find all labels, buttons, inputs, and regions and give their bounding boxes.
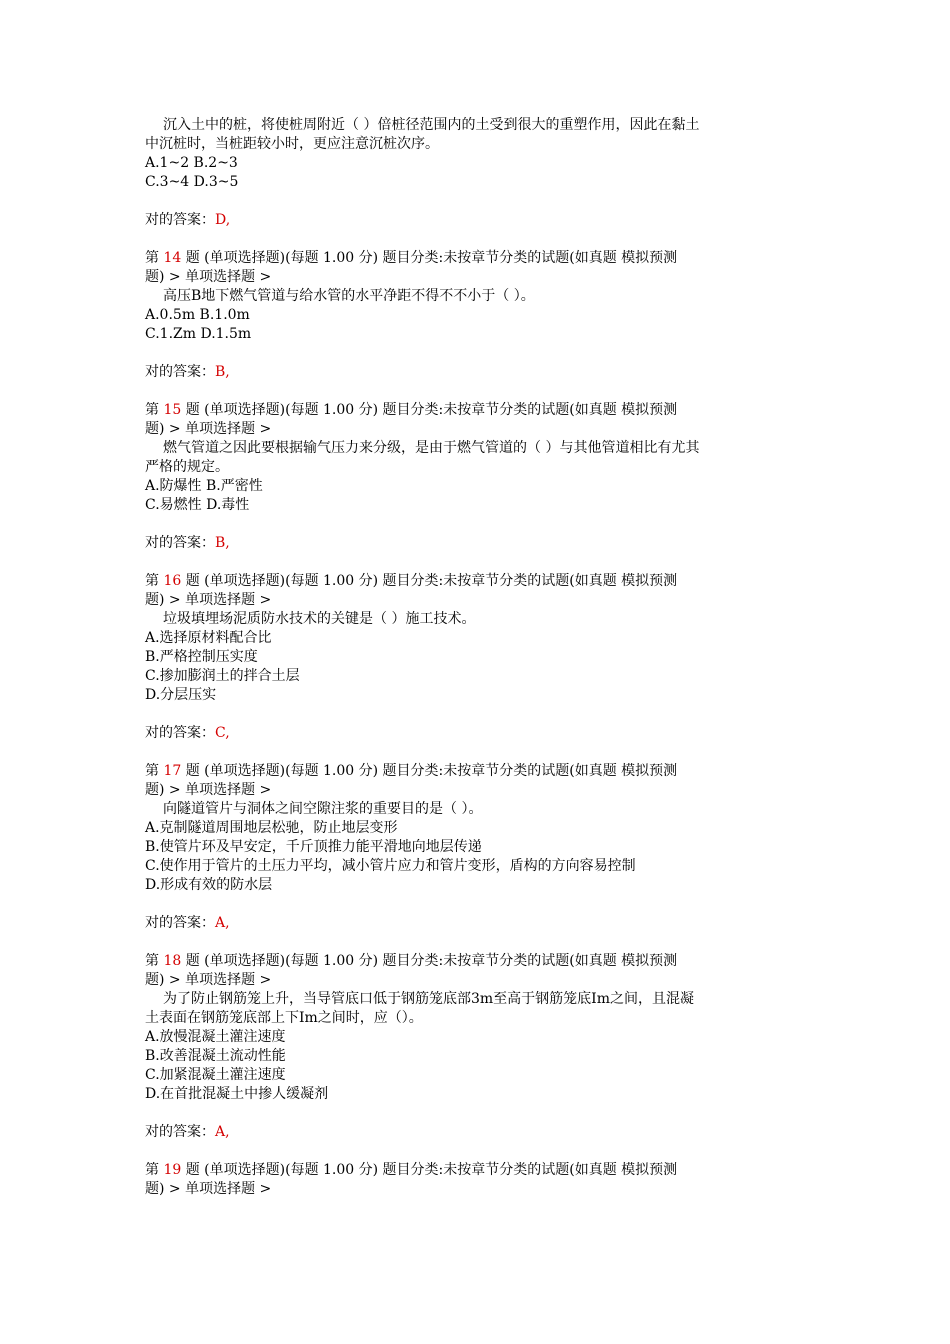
question-number: 18 [163,953,182,969]
question-category: 题) > 单项选择题 > [145,782,272,798]
question-header [145,762,810,781]
question-header [145,1161,810,1180]
question-list [145,116,810,1199]
option-line: D.形成有效的防水层 [145,877,273,893]
spacer [145,382,810,401]
question-header-prefix: 第 [145,1162,164,1178]
answer-label: 对的答案： [145,364,215,380]
question-header [145,249,810,268]
spacer [145,230,810,249]
question-header-text: 题 (单项选择题)(每题 1.00 分) 题目分类:未按章节分类的试题(如真题 模拟预测 [181,573,678,589]
option-line: C.3~4 D.3~5 [145,174,239,190]
spacer [145,344,810,363]
question-header-prefix: 第 [145,573,164,589]
option-line: D.在首批混凝土中掺人缓凝剂 [145,1086,329,1102]
question-header-text: 题 (单项选择题)(每题 1.00 分) 题目分类:未按章节分类的试题(如真题 模拟预测 [181,953,678,969]
spacer [145,192,810,211]
spacer [145,1104,810,1123]
question-header-prefix: 第 [145,402,164,418]
answer-label: 对的答案： [145,915,215,931]
option-line: A.0.5m B.1.0m [145,307,250,323]
option-line: A.放慢混凝土灌注速度 [145,1029,286,1045]
intro-question [145,116,810,249]
spacer [145,1142,810,1161]
question-category: 题) > 单项选择题 > [145,972,272,988]
answer-line [145,1123,810,1142]
question-stem-line: 严格的规定。 [145,459,229,475]
question-stem-line: 土表面在钢筋笼底部上下Im之间时，应（）。 [145,1010,423,1026]
spacer [145,743,810,762]
option-line: C.1.Zm D.1.5m [145,326,252,342]
spacer [145,553,810,572]
spacer [145,895,810,914]
question-header-prefix: 第 [145,953,164,969]
question-block [145,249,810,401]
option-line: C.使作用于管片的土压力平均，减小管片应力和管片变形，盾构的方向容易控制 [145,858,636,874]
question-header-text: 题 (单项选择题)(每题 1.00 分) 题目分类:未按章节分类的试题(如真题 模拟预测 [181,1162,678,1178]
question-header-text: 题 (单项选择题)(每题 1.00 分) 题目分类:未按章节分类的试题(如真题 模拟预测 [181,763,678,779]
question-block [145,401,810,572]
answer-line [145,363,810,382]
answer-line [145,211,810,230]
answer-label: 对的答案： [145,212,215,228]
answer-line [145,534,810,553]
question-category: 题) > 单项选择题 > [145,269,272,285]
question-header [145,952,810,971]
option-line: B.使管片环及早安定，千斤顶推力能平滑地向地层传递 [145,839,482,855]
question-stem-line: 高压B地下燃气管道与给水管的水平净距不得不不小于（ ）。 [163,288,535,304]
option-line: C.掺加膨润土的拌合土层 [145,668,300,684]
answer-value: C, [215,725,230,741]
question-header [145,572,810,591]
question-header-prefix: 第 [145,250,164,266]
answer-label: 对的答案： [145,725,215,741]
question-block [145,1161,810,1199]
question-number: 16 [163,573,182,589]
question-block [145,952,810,1161]
answer-value: B, [215,364,230,380]
question-category: 题) > 单项选择题 > [145,1181,272,1197]
question-block [145,762,810,952]
answer-value: B, [215,535,230,551]
question-category: 题) > 单项选择题 > [145,421,272,437]
answer-line [145,724,810,743]
question-category: 题) > 单项选择题 > [145,592,272,608]
question-header-prefix: 第 [145,763,164,779]
question-number: 15 [163,402,182,418]
question-block [145,572,810,762]
spacer [145,705,810,724]
answer-value: D, [215,212,231,228]
question-stem-line: 垃圾填埋场泥质防水技术的关键是（ ）施工技术。 [163,611,476,627]
option-line: B.严格控制压实度 [145,649,258,665]
question-stem-line: 为了防止钢筋笼上升，当导管底口低于钢筋笼底部3m至高于钢筋笼底Im之间，且混凝 [163,991,694,1007]
question-number: 14 [163,250,182,266]
questions-container [145,249,810,1199]
option-line: A.1~2 B.2~3 [145,155,238,171]
option-line: A.选择原材料配合比 [145,630,272,646]
option-line: B.改善混凝土流动性能 [145,1048,286,1064]
question-stem-line: 燃气管道之因此要根据输气压力来分级，是由于燃气管道的（ ）与其他管道相比有尤其 [163,440,700,456]
question-stem-line: 中沉桩时，当桩距较小时，更应注意沉桩次序。 [145,136,439,152]
option-line: A.防爆性 B.严密性 [145,478,263,494]
answer-label: 对的答案： [145,535,215,551]
answer-value: A, [215,915,230,931]
question-header-text: 题 (单项选择题)(每题 1.00 分) 题目分类:未按章节分类的试题(如真题 模拟预测 [181,250,678,266]
option-line: A.克制隧道周围地层松驰，防止地层变形 [145,820,398,836]
question-header [145,401,810,420]
spacer [145,933,810,952]
answer-value: A, [215,1124,230,1140]
answer-label: 对的答案： [145,1124,215,1140]
question-number: 17 [163,763,182,779]
option-line: C.易燃性 D.毒性 [145,497,250,513]
answer-line [145,914,810,933]
question-number: 19 [163,1162,182,1178]
question-header-text: 题 (单项选择题)(每题 1.00 分) 题目分类:未按章节分类的试题(如真题 模拟预测 [181,402,678,418]
spacer [145,515,810,534]
option-line: C.加紧混凝土灌注速度 [145,1067,286,1083]
option-line: D.分层压实 [145,687,217,703]
question-stem-line: 沉入土中的桩，将使桩周附近（ ）倍桩径范围内的土受到很大的重塑作用，因此在黏土 [163,117,700,133]
question-stem-line: 向隧道管片与洞体之间空隙注浆的重要目的是（ ）。 [163,801,483,817]
